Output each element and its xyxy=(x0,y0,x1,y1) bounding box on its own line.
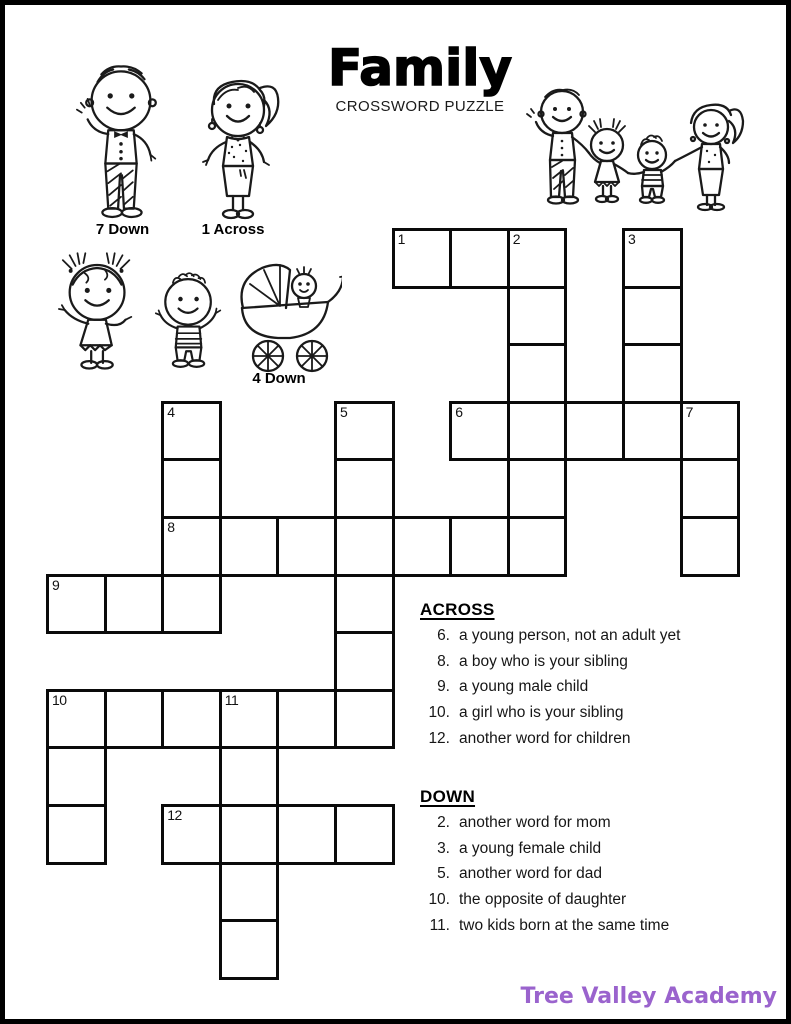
cell-number: 2 xyxy=(512,231,521,247)
page-subtitle: CROSSWORD PUZZLE xyxy=(335,97,505,115)
cell-number: 1 xyxy=(397,231,405,247)
clue-text: another word for mom xyxy=(459,814,611,831)
cell-number: 9 xyxy=(52,576,60,593)
cell-number: 4 xyxy=(167,403,175,420)
grid-cell[interactable] xyxy=(104,689,165,750)
cell-number: 5 xyxy=(340,403,348,420)
clue-item xyxy=(420,704,788,730)
grid-cell[interactable] xyxy=(104,574,165,635)
clue-number: 9. xyxy=(437,678,450,696)
clue-text: another word for children xyxy=(459,729,631,747)
clue-item xyxy=(420,653,788,679)
grid-cell[interactable] xyxy=(219,804,280,865)
across-heading: ACROSS xyxy=(420,600,495,619)
cell-number: 8 xyxy=(167,519,175,535)
grid-cell[interactable] xyxy=(161,516,222,577)
clue-item xyxy=(420,840,788,866)
clue-item xyxy=(420,730,788,756)
across-clue-list xyxy=(420,627,788,755)
clue-text: the opposite of daughter xyxy=(459,891,627,909)
grid-cell[interactable] xyxy=(219,746,280,807)
clue-item xyxy=(420,678,788,704)
grid-cell[interactable] xyxy=(334,689,395,750)
across-clues-section xyxy=(420,600,788,755)
grid-cell[interactable] xyxy=(276,804,337,865)
clue-text: a girl who is your sibling xyxy=(459,704,624,722)
down-heading: DOWN xyxy=(420,787,476,806)
clue-text: a young person, not an adult yet xyxy=(459,627,681,644)
grid-cell[interactable] xyxy=(46,804,107,865)
grid-cell[interactable] xyxy=(680,401,741,462)
clue-item xyxy=(420,891,788,917)
grid-cell[interactable] xyxy=(334,516,395,577)
grid-cell[interactable] xyxy=(46,574,107,635)
grid-cell[interactable] xyxy=(507,401,568,462)
grid-cell[interactable] xyxy=(564,401,625,462)
grid-cell[interactable] xyxy=(507,516,568,577)
clue-text: a boy who is your sibling xyxy=(459,652,628,670)
grid-cell[interactable] xyxy=(161,804,222,865)
grid-cell[interactable] xyxy=(507,458,568,519)
mom-figure-illustration xyxy=(196,74,284,222)
baby-picture-clue-label: 4 Down xyxy=(252,370,306,387)
grid-cell[interactable] xyxy=(622,228,683,289)
grid-cell[interactable] xyxy=(334,574,395,635)
grid-cell[interactable] xyxy=(161,689,222,750)
grid-cell[interactable] xyxy=(334,458,395,519)
clue-item xyxy=(420,865,788,891)
grid-cell[interactable] xyxy=(219,516,280,577)
grid-cell[interactable] xyxy=(449,228,510,289)
grid-cell[interactable] xyxy=(622,401,683,462)
grid-cell[interactable] xyxy=(507,286,568,347)
down-clue-list xyxy=(420,814,788,942)
clue-number: 10. xyxy=(428,891,450,909)
clue-number: 12. xyxy=(428,729,450,747)
clue-number: 3. xyxy=(437,839,450,857)
grid-cell[interactable] xyxy=(46,746,107,807)
cell-number: 7 xyxy=(685,403,693,420)
clue-item xyxy=(420,917,788,943)
clue-number: 11. xyxy=(429,916,450,934)
dad-figure-illustration xyxy=(72,60,170,222)
clue-number: 2. xyxy=(437,814,450,831)
clue-text: two kids born at the same time xyxy=(459,916,670,934)
clue-number: 6. xyxy=(437,627,450,644)
cell-number: 11 xyxy=(224,691,239,708)
grid-cell[interactable] xyxy=(449,516,510,577)
grid-cell[interactable] xyxy=(507,228,568,289)
clue-text: a young male child xyxy=(459,678,589,696)
site-credit: Tree Valley Academy xyxy=(520,984,777,1009)
grid-cell[interactable] xyxy=(219,862,280,923)
grid-cell[interactable] xyxy=(46,689,107,750)
clue-number: 8. xyxy=(437,652,450,670)
cell-number: 10 xyxy=(52,691,67,708)
grid-cell[interactable] xyxy=(680,458,741,519)
cell-number: 12 xyxy=(167,807,182,823)
grid-cell[interactable] xyxy=(507,343,568,404)
grid-cell[interactable] xyxy=(219,919,280,980)
grid-cell[interactable] xyxy=(622,343,683,404)
dad-picture-clue-label: 7 Down xyxy=(95,221,150,238)
mom-picture-clue-label: 1 Across xyxy=(201,221,265,238)
grid-cell[interactable] xyxy=(276,516,337,577)
grid-cell[interactable] xyxy=(622,286,683,347)
clue-number: 5. xyxy=(437,865,450,883)
page-title: Family xyxy=(328,39,512,97)
grid-cell[interactable] xyxy=(161,458,222,519)
header xyxy=(313,39,527,115)
clue-text: another word for dad xyxy=(459,865,603,883)
grid-cell[interactable] xyxy=(219,689,280,750)
grid-cell[interactable] xyxy=(449,401,510,462)
clue-text: a young female child xyxy=(459,839,602,857)
cell-number: 6 xyxy=(455,403,463,420)
grid-cell[interactable] xyxy=(680,516,741,577)
clue-item xyxy=(420,627,788,653)
grid-cell[interactable] xyxy=(334,631,395,692)
grid-cell[interactable] xyxy=(392,516,453,577)
grid-cell[interactable] xyxy=(334,401,395,462)
grid-cell[interactable] xyxy=(334,804,395,865)
cell-number: 3 xyxy=(628,231,636,247)
grid-cell[interactable] xyxy=(392,228,453,289)
down-clues-section xyxy=(420,787,788,942)
grid-cell[interactable] xyxy=(161,401,222,462)
family-of-four-illustration xyxy=(515,83,745,228)
clue-item xyxy=(420,814,788,840)
grid-cell[interactable] xyxy=(276,689,337,750)
grid-cell[interactable] xyxy=(161,574,222,635)
clue-number: 10. xyxy=(428,704,450,722)
